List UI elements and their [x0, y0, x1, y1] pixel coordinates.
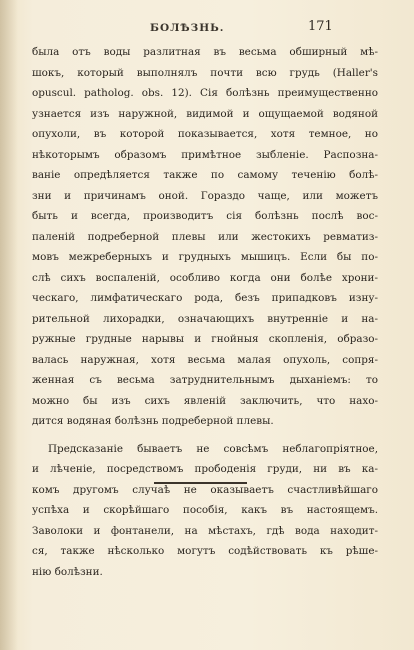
- text-line: ваніе опредѣляется также по самому теченію болѣ-: [32, 169, 378, 181]
- gutter-shadow: [0, 0, 18, 650]
- text-line: валась наружная, хотя весьма малая опухоль, сопря-: [32, 353, 378, 366]
- text-line: шокъ, который выполнялъ почти всю грудь (Haller's: [32, 66, 378, 79]
- text-line: зни и причинамъ оной. Гораздо чаще, или можетъ: [32, 189, 378, 202]
- text-line: ся, также нѣсколько могутъ содѣйствовать къ рѣше-: [32, 545, 378, 557]
- text-line: была отъ воды разлитная въ весьма обширный мѣ-: [32, 46, 378, 58]
- text-line: слѣ сихъ воспаленій, особливо когда они болѣе хрони-: [32, 271, 378, 284]
- paragraph-1: [32, 42, 378, 432]
- text-line: можно бы изъ сихъ явленій заключить, что нахо-: [32, 394, 378, 407]
- body-text: [32, 42, 378, 582]
- text-line: Заволоки и фонтанели, на мѣстахъ, гдѣ вода находит-: [32, 524, 378, 537]
- section-rule: [154, 482, 247, 484]
- text-line: нію болѣзни.: [32, 565, 103, 578]
- paragraph-gap: [32, 432, 378, 439]
- text-line: комъ другомъ случаѣ не оказываетъ счастливѣйшаго: [32, 483, 378, 496]
- text-line: женная съ весьма затруднительнымъ дыханіемъ: то: [32, 374, 378, 386]
- text-line: и лѣченіе, посредствомъ прободенія груди, ни въ ка-: [32, 463, 378, 475]
- text-line: Предсказаніе бываетъ не совсѣмъ неблагопріятное,: [48, 442, 378, 455]
- page-number: 171: [308, 19, 333, 34]
- text-line: опухоли, въ которой показывается, хотя темное, но: [32, 128, 378, 140]
- text-line: успѣха и скорѣйшаго пособія, какъ въ настоящемъ.: [32, 504, 378, 516]
- text-line: быть и всегда, производитъ сія болѣзнь послѣ вос-: [32, 210, 378, 222]
- text-line: паленій подреберной плевы или жестокихъ ревматиз-: [32, 230, 378, 243]
- running-head: БОЛѢЗНЬ.: [150, 22, 225, 34]
- text-line: ческаго, лимфатическаго рода, безъ припадковъ изну-: [32, 292, 378, 304]
- paragraph-2: [32, 439, 378, 583]
- text-line: узнается изъ наружной, видимой и ощущаемой водяной: [32, 107, 378, 120]
- text-line: дится водяная болѣзнь подреберной плевы.: [32, 415, 274, 427]
- text-line: ружные грудные нарывы и гнойныя скопленія, образо-: [32, 333, 378, 345]
- text-line: рительной лихорадки, означающихъ внутренніе и на-: [32, 312, 378, 325]
- text-line: opuscul. patholog. obs. 12). Сія болѣзнь преимущественно: [32, 87, 378, 99]
- text-line: нѣкоторымъ образомъ примѣтное зыбленіе. Распозна-: [32, 148, 378, 161]
- text-line: мовъ межреберныхъ и грудныхъ мышицъ. Если бы по-: [32, 251, 378, 263]
